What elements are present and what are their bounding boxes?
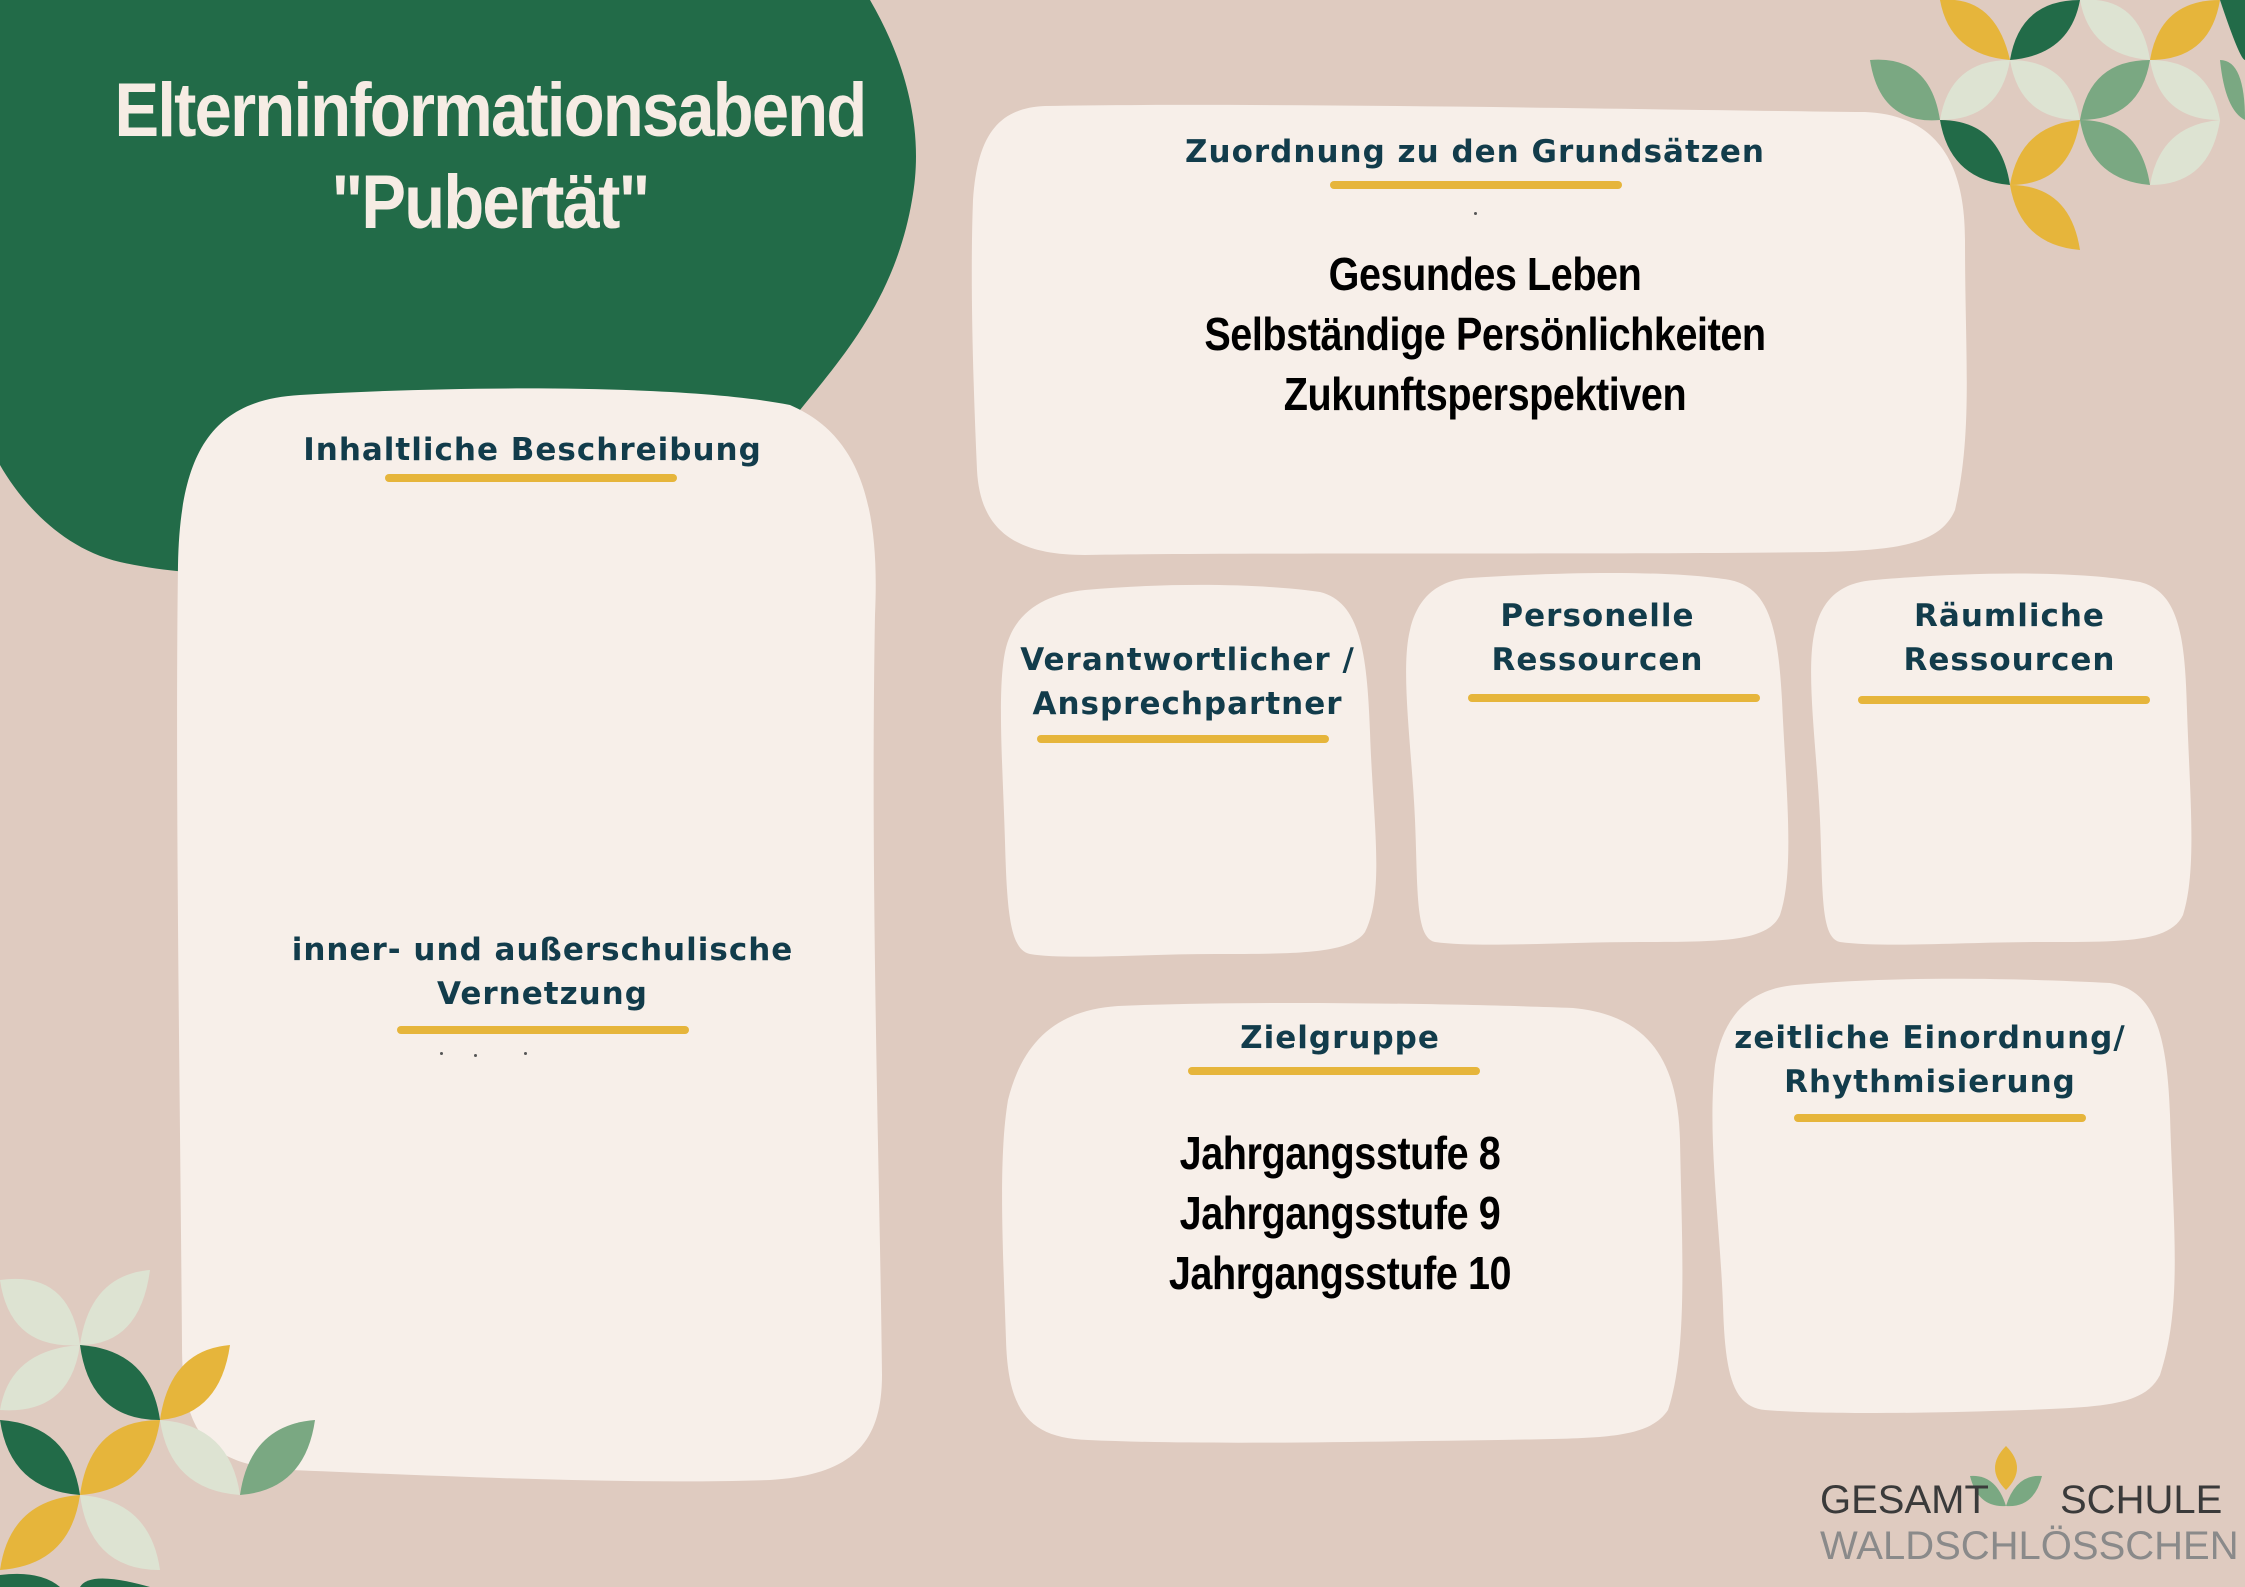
personell-heading xyxy=(1420,594,1775,682)
leaf-pattern-bottom-left xyxy=(0,1250,330,1587)
grundsaetze-list xyxy=(1184,244,1786,424)
zeitlich-underline xyxy=(1794,1114,2086,1122)
zielgruppe-list xyxy=(1125,1123,1555,1303)
raeumlich-underline xyxy=(1858,696,2150,704)
verantwortlich-underline xyxy=(1037,735,1329,743)
verantwortlich-heading-line-1: Verantwortlicher / xyxy=(1020,642,1355,678)
personell-underline xyxy=(1468,694,1760,702)
speck xyxy=(524,1052,527,1055)
inhalt-underline xyxy=(385,474,677,482)
grundsaetze-item-3: Zukunftsperspektiven xyxy=(1283,368,1687,420)
zielgruppe-underline xyxy=(1188,1067,1480,1075)
zielgruppe-heading: Zielgruppe xyxy=(1240,1020,1440,1056)
speck xyxy=(1474,212,1477,215)
grundsaetze-heading: Zuordnung zu den Grundsätzen xyxy=(1185,134,1765,170)
leaf-pattern-top-right xyxy=(1800,0,2245,260)
grundsaetze-underline xyxy=(1330,181,1622,189)
zeitlich-heading-line-2: Rhythmisierung xyxy=(1784,1064,2076,1100)
vernetzung-heading xyxy=(250,928,835,1016)
personell-heading-line-2: Ressourcen xyxy=(1491,642,1704,678)
zielgruppe-item-3: Jahrgangsstufe 10 xyxy=(1168,1247,1512,1299)
inhalt-heading: Inhaltliche Beschreibung xyxy=(303,432,762,468)
vernetzung-underline xyxy=(397,1026,689,1034)
logo-text-top xyxy=(1820,1478,2223,1523)
school-logo xyxy=(1810,1440,2239,1575)
vernetzung-heading-line-2: Vernetzung xyxy=(437,976,648,1012)
raeumlich-heading-line-1: Räumliche xyxy=(1914,598,2105,634)
zielgruppe-item-1: Jahrgangsstufe 8 xyxy=(1179,1127,1501,1179)
grundsaetze-item-2: Selbständige Persönlichkeiten xyxy=(1204,308,1766,360)
zeitlich-heading xyxy=(1715,1016,2145,1104)
speck xyxy=(440,1052,443,1055)
zielgruppe-item-2: Jahrgangsstufe 9 xyxy=(1179,1187,1501,1239)
logo-word-waldschloesschen: WALDSCHLÖSSCHEN xyxy=(1820,1524,2239,1568)
personell-heading-line-1: Personelle xyxy=(1500,598,1695,634)
speck xyxy=(474,1054,477,1057)
logo-word-schule: SCHULE xyxy=(2060,1478,2223,1522)
grundsaetze-item-1: Gesundes Leben xyxy=(1328,248,1642,300)
verantwortlich-heading-line-2: Ansprechpartner xyxy=(1032,686,1343,722)
title-line-1: Elterninformationsabend xyxy=(114,68,866,153)
verantwortlich-heading xyxy=(1010,638,1365,726)
raeumlich-heading-line-2: Ressourcen xyxy=(1903,642,2116,678)
page-title xyxy=(112,65,869,249)
raeumlich-heading xyxy=(1832,594,2187,682)
logo-word-gesamt: GESAMT xyxy=(1820,1478,1989,1522)
zeitlich-heading-line-1: zeitliche Einordnung/ xyxy=(1734,1020,2126,1056)
title-line-2: "Pubertät" xyxy=(331,160,649,245)
vernetzung-heading-line-1: inner- und außerschulische xyxy=(291,932,794,968)
